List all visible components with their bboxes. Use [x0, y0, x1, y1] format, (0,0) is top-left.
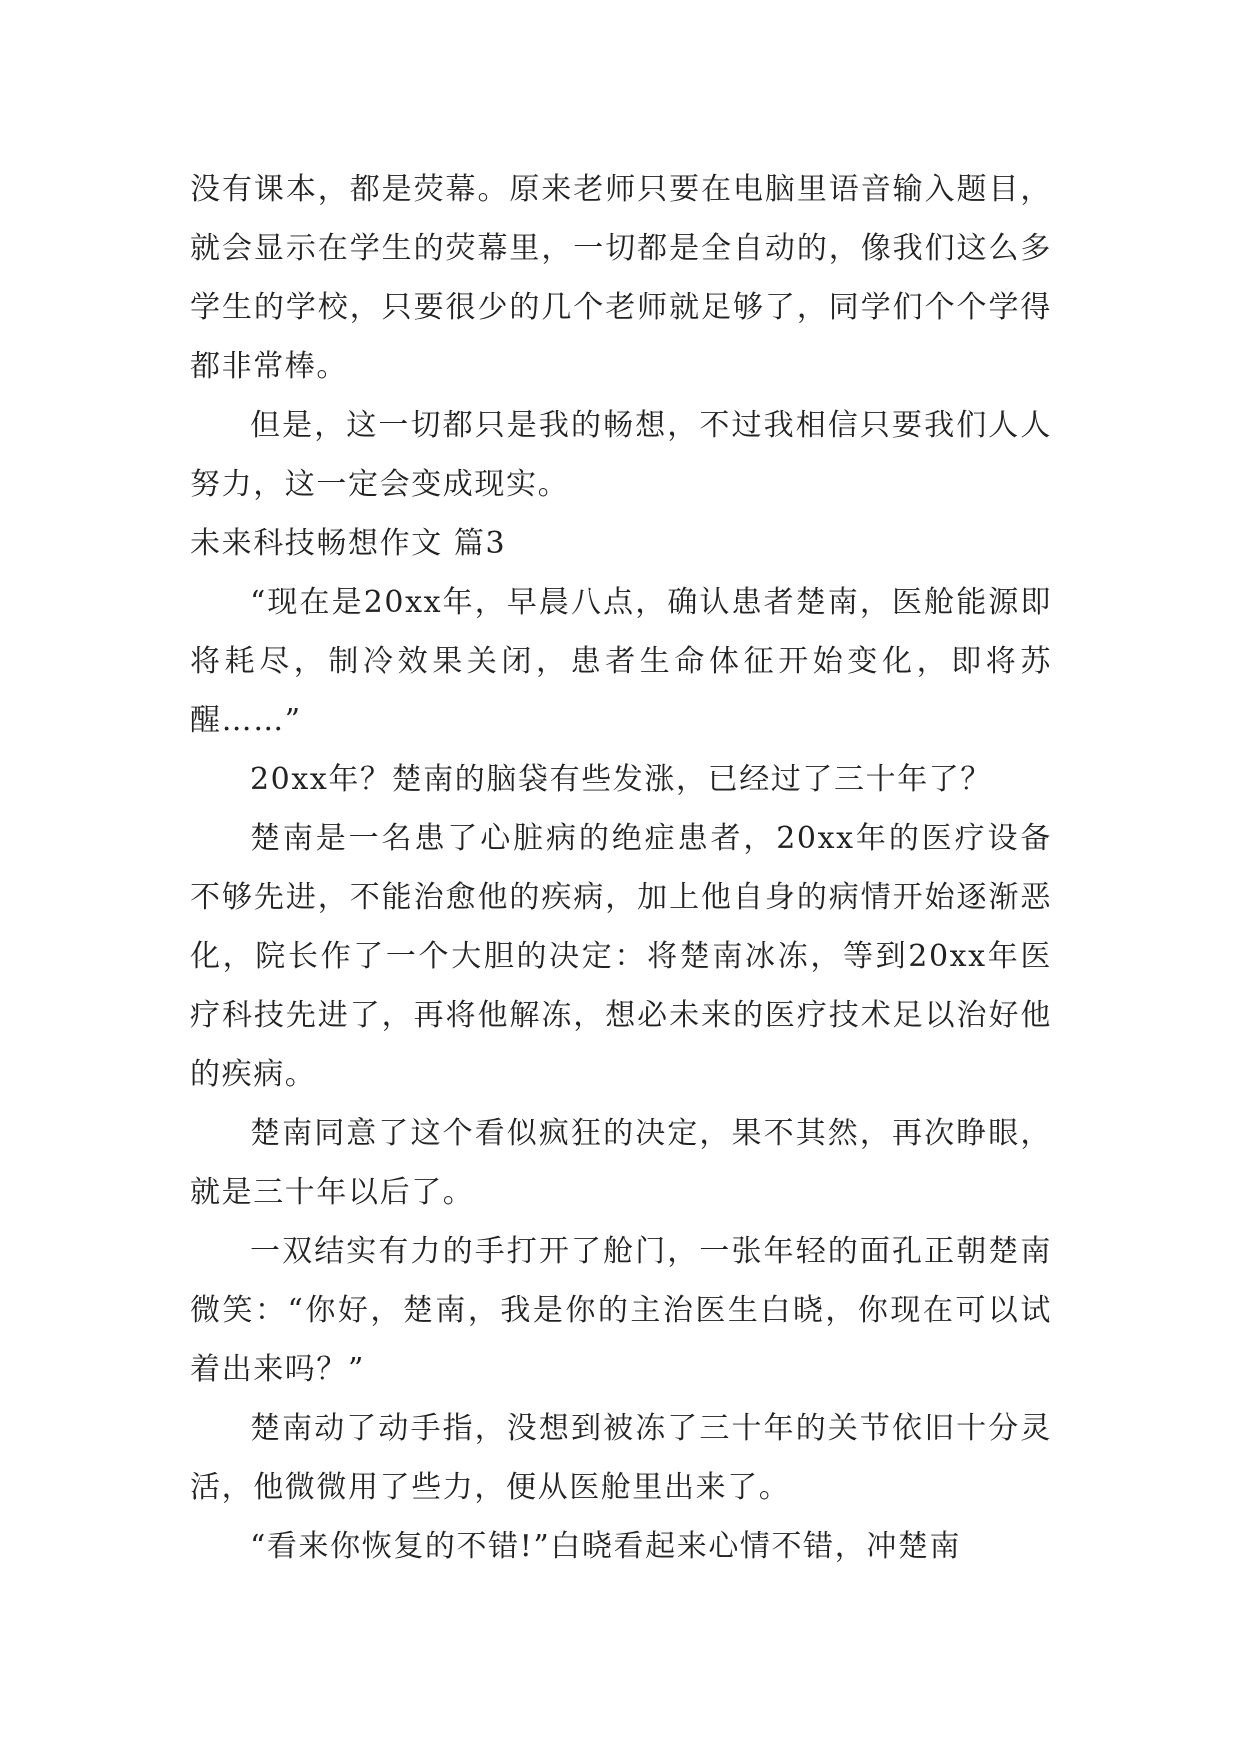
paragraph: 没有课本，都是荧幕。原来老师只要在电脑里语音输入题目，就会显示在学生的荧幕里，一切都是全自动的，像我们这么多学生的学校，只要很少的几个老师就足够了，同学们个个学得都非常棒。 — [190, 172, 1052, 384]
paragraph: 楚南同意了这个看似疯狂的决定，果不其然，再次睁眼，就是三十年以后了。 — [190, 1116, 1052, 1210]
paragraph: 但是，这一切都只是我的畅想，不过我相信只要我们人人努力，这一定会变成现实。 — [190, 408, 1052, 502]
section-title: 未来科技畅想作文 篇3 — [190, 526, 507, 561]
paragraph: “现在是20xx年，早晨八点，确认患者楚南，医舱能源即将耗尽，制冷效果关闭，患者生命体征开始变化，即将苏醒……” — [190, 585, 1052, 738]
paragraph: 楚南动了动手指，没想到被冻了三十年的关节依旧十分灵活，他微微用了些力，便从医舱里出来了。 — [190, 1411, 1052, 1505]
document-page — [190, 160, 1052, 1576]
paragraph: 一双结实有力的手打开了舱门，一张年轻的面孔正朝楚南微笑：“你好，楚南，我是你的主治医生白晓，你现在可以试着出来吗？” — [190, 1234, 1052, 1387]
paragraph: 20xx年？楚南的脑袋有些发涨，已经过了三十年了？ — [250, 762, 993, 797]
paragraph: 楚南是一名患了心脏病的绝症患者，20xx年的医疗设备不够先进，不能治愈他的疾病，加上他自身的病情开始逐渐恶化，院长作了一个大胆的决定：将楚南冰冻，等到20xx年医疗科技先进了，再将他解冻，想必未来的医疗技术足以治好他的疾病。 — [190, 821, 1052, 1092]
paragraph: “看来你恢复的不错!”白晓看起来心情不错，冲楚南 — [250, 1529, 962, 1564]
